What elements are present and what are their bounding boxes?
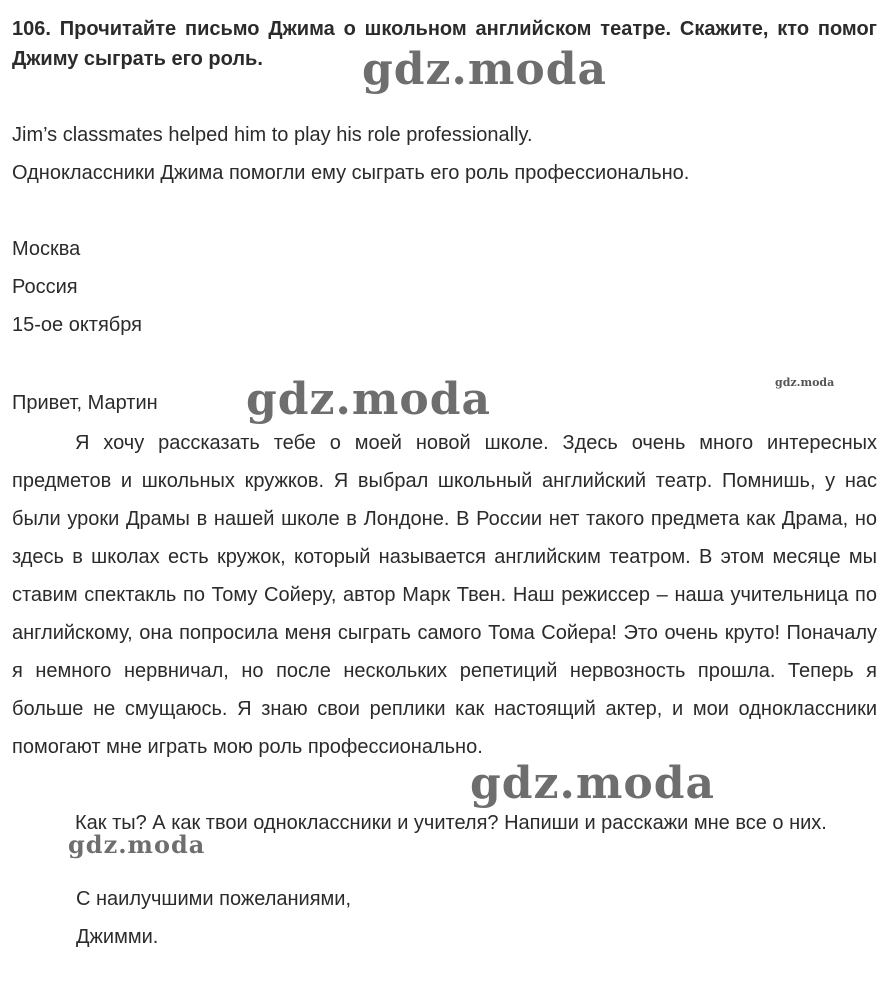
watermark-logo: gdz.moda <box>362 44 608 95</box>
letter-body: Я хочу рассказать тебе о моей новой школе. Здесь очень много интересных предметов и школьных кружков. Я выбрал школьный английский театр. Помнишь, у нас были уроки Драмы в нашей школе в Лондоне. В России нет такого предмета как Драма, но здесь в школах есть кружок, который называется английским театром. В этом месяце мы ставим спектакль по Тому Сойеру, автор Марк Твен. Наш режиссер – наша учительница по английскому, она попросила меня сыграть самого Тома Сойера! Это очень круто! Поначалу я немного нервничал, но после нескольких репетиций нервозность прошла. Теперь я больше не смущаюсь. Я знаю свои реплики как настоящий актер, и мои одноклассники помогают мне играть мою роль профессионально. <box>12 432 877 758</box>
letter-signature: Джимми. <box>76 926 159 948</box>
answer-russian: Одноклассники Джима помогли ему сыграть его роль профессионально. <box>12 162 690 184</box>
letter-body-second: Как ты? А как твои одноклассники и учителя? Напиши и расскажи мне все о них. <box>75 812 827 834</box>
watermark-logo: gdz.moda <box>470 758 716 809</box>
letter-closing: С наилучшими пожеланиями, <box>76 888 352 910</box>
letter-date: 15-ое октября <box>12 314 142 336</box>
answer-english: Jim’s classmates helped him to play his role professionally. <box>12 124 533 146</box>
letter-country: Россия <box>12 276 78 298</box>
letter-greeting: Привет, Мартин <box>12 392 158 414</box>
task-title: 106. Прочитайте письмо Джима о школьном английском театре. Скажите, кто помог Джиму сыграть его роль. <box>12 18 877 70</box>
watermark-logo: gdz.moda <box>246 374 492 425</box>
watermark-logo: gdz.moda <box>775 376 835 389</box>
watermark-logo: gdz.moda <box>68 830 206 859</box>
letter-city: Москва <box>12 238 81 260</box>
